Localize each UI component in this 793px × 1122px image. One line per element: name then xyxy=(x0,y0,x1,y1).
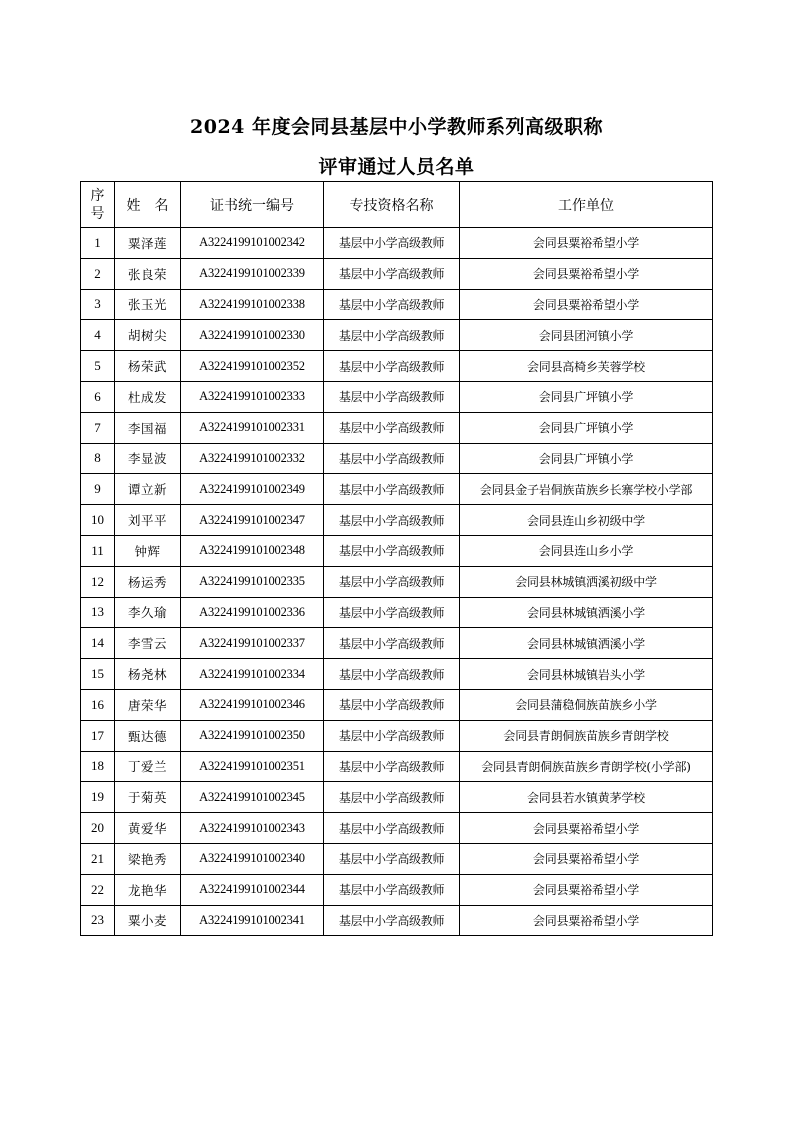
cell-qual: 基层中小学高级教师 xyxy=(324,689,460,720)
cell-qual: 基层中小学高级教师 xyxy=(324,720,460,751)
cell-name: 李显波 xyxy=(115,443,181,474)
table-row xyxy=(81,351,713,382)
cell-unit: 会同县粟裕希望小学 xyxy=(460,258,713,289)
table-row xyxy=(81,659,713,690)
cell-qual: 基层中小学高级教师 xyxy=(324,843,460,874)
cell-name: 于菊英 xyxy=(115,782,181,813)
cell-cert: A3224199101002331 xyxy=(181,412,324,443)
cell-cert: A3224199101002336 xyxy=(181,597,324,628)
cell-qual: 基层中小学高级教师 xyxy=(324,628,460,659)
cell-cert: A3224199101002343 xyxy=(181,813,324,844)
cell-seq: 2 xyxy=(81,258,115,289)
cell-seq: 8 xyxy=(81,443,115,474)
cell-cert: A3224199101002337 xyxy=(181,628,324,659)
table-row xyxy=(81,535,713,566)
header-name: 姓 名 xyxy=(115,182,181,228)
cell-cert: A3224199101002341 xyxy=(181,905,324,936)
table-row xyxy=(81,320,713,351)
header-row xyxy=(81,182,713,228)
table-row xyxy=(81,258,713,289)
roster-table xyxy=(80,181,713,936)
cell-cert: A3224199101002339 xyxy=(181,258,324,289)
table-row xyxy=(81,689,713,720)
cell-unit: 会同县林城镇洒溪小学 xyxy=(460,597,713,628)
cell-seq: 10 xyxy=(81,505,115,536)
cell-qual: 基层中小学高级教师 xyxy=(324,412,460,443)
table-body xyxy=(81,228,713,936)
cell-unit: 会同县粟裕希望小学 xyxy=(460,874,713,905)
cell-qual: 基层中小学高级教师 xyxy=(324,566,460,597)
cell-name: 胡树尖 xyxy=(115,320,181,351)
cell-cert: A3224199101002350 xyxy=(181,720,324,751)
cell-unit: 会同县连山乡初级中学 xyxy=(460,505,713,536)
cell-seq: 16 xyxy=(81,689,115,720)
cell-seq: 21 xyxy=(81,843,115,874)
cell-cert: A3224199101002344 xyxy=(181,874,324,905)
cell-unit: 会同县青朗侗族苗族乡青朗学校(小学部) xyxy=(460,751,713,782)
cell-unit: 会同县广坪镇小学 xyxy=(460,381,713,412)
cell-cert: A3224199101002332 xyxy=(181,443,324,474)
cell-cert: A3224199101002342 xyxy=(181,228,324,259)
cell-cert: A3224199101002340 xyxy=(181,843,324,874)
table-row xyxy=(81,412,713,443)
cell-name: 杨运秀 xyxy=(115,566,181,597)
cell-qual: 基层中小学高级教师 xyxy=(324,381,460,412)
cell-seq: 3 xyxy=(81,289,115,320)
cell-name: 唐荣华 xyxy=(115,689,181,720)
cell-cert: A3224199101002347 xyxy=(181,505,324,536)
table-row xyxy=(81,782,713,813)
cell-qual: 基层中小学高级教师 xyxy=(324,351,460,382)
table-row xyxy=(81,905,713,936)
cell-name: 李久瑜 xyxy=(115,597,181,628)
cell-unit: 会同县广坪镇小学 xyxy=(460,412,713,443)
cell-qual: 基层中小学高级教师 xyxy=(324,874,460,905)
cell-seq: 15 xyxy=(81,659,115,690)
cell-qual: 基层中小学高级教师 xyxy=(324,228,460,259)
header-cert: 证书统一编号 xyxy=(181,182,324,228)
cell-qual: 基层中小学高级教师 xyxy=(324,535,460,566)
table-row xyxy=(81,874,713,905)
cell-cert: A3224199101002334 xyxy=(181,659,324,690)
cell-qual: 基层中小学高级教师 xyxy=(324,320,460,351)
cell-qual: 基层中小学高级教师 xyxy=(324,443,460,474)
cell-qual: 基层中小学高级教师 xyxy=(324,597,460,628)
cell-cert: A3224199101002352 xyxy=(181,351,324,382)
cell-name: 李国福 xyxy=(115,412,181,443)
cell-cert: A3224199101002330 xyxy=(181,320,324,351)
cell-unit: 会同县粟裕希望小学 xyxy=(460,813,713,844)
cell-name: 张良荣 xyxy=(115,258,181,289)
cell-cert: A3224199101002345 xyxy=(181,782,324,813)
cell-unit: 会同县粟裕希望小学 xyxy=(460,289,713,320)
table-row xyxy=(81,228,713,259)
cell-name: 梁艳秀 xyxy=(115,843,181,874)
cell-name: 钟辉 xyxy=(115,535,181,566)
cell-cert: A3224199101002346 xyxy=(181,689,324,720)
cell-unit: 会同县金子岩侗族苗族乡长寨学校小学部 xyxy=(460,474,713,505)
cell-qual: 基层中小学高级教师 xyxy=(324,505,460,536)
cell-qual: 基层中小学高级教师 xyxy=(324,258,460,289)
table-row xyxy=(81,381,713,412)
cell-cert: A3224199101002348 xyxy=(181,535,324,566)
cell-unit: 会同县团河镇小学 xyxy=(460,320,713,351)
table-row xyxy=(81,289,713,320)
cell-seq: 1 xyxy=(81,228,115,259)
cell-unit: 会同县林城镇岩头小学 xyxy=(460,659,713,690)
cell-unit: 会同县粟裕希望小学 xyxy=(460,905,713,936)
cell-name: 李雪云 xyxy=(115,628,181,659)
cell-seq: 18 xyxy=(81,751,115,782)
header-qual: 专技资格名称 xyxy=(324,182,460,228)
cell-seq: 23 xyxy=(81,905,115,936)
table-row xyxy=(81,474,713,505)
table-row xyxy=(81,751,713,782)
cell-seq: 6 xyxy=(81,381,115,412)
table-row xyxy=(81,443,713,474)
cell-seq: 11 xyxy=(81,535,115,566)
cell-seq: 5 xyxy=(81,351,115,382)
cell-seq: 4 xyxy=(81,320,115,351)
table-row xyxy=(81,813,713,844)
cell-seq: 19 xyxy=(81,782,115,813)
cell-unit: 会同县广坪镇小学 xyxy=(460,443,713,474)
document-title-line-1: 2024 年度会同县基层中小学教师系列高级职称 xyxy=(190,116,603,138)
header-unit: 工作单位 xyxy=(460,182,713,228)
cell-name: 黄爱华 xyxy=(115,813,181,844)
cell-seq: 22 xyxy=(81,874,115,905)
cell-qual: 基层中小学高级教师 xyxy=(324,813,460,844)
cell-qual: 基层中小学高级教师 xyxy=(324,751,460,782)
cell-cert: A3224199101002333 xyxy=(181,381,324,412)
cell-name: 谭立新 xyxy=(115,474,181,505)
cell-unit: 会同县林城镇洒溪初级中学 xyxy=(460,566,713,597)
table-row xyxy=(81,597,713,628)
table-row xyxy=(81,628,713,659)
cell-name: 龙艳华 xyxy=(115,874,181,905)
table-row xyxy=(81,843,713,874)
cell-unit: 会同县青朗侗族苗族乡青朗学校 xyxy=(460,720,713,751)
cell-name: 粟泽莲 xyxy=(115,228,181,259)
cell-name: 刘平平 xyxy=(115,505,181,536)
cell-name: 丁爱兰 xyxy=(115,751,181,782)
header-seq-label: 序号 xyxy=(90,187,105,222)
cell-seq: 14 xyxy=(81,628,115,659)
cell-cert: A3224199101002335 xyxy=(181,566,324,597)
cell-unit: 会同县粟裕希望小学 xyxy=(460,843,713,874)
cell-seq: 17 xyxy=(81,720,115,751)
cell-name: 杨尧林 xyxy=(115,659,181,690)
cell-name: 甄达德 xyxy=(115,720,181,751)
cell-unit: 会同县蒲稳侗族苗族乡小学 xyxy=(460,689,713,720)
document-title-line-2: 评审通过人员名单 xyxy=(318,156,475,178)
cell-unit: 会同县林城镇洒溪小学 xyxy=(460,628,713,659)
cell-unit: 会同县粟裕希望小学 xyxy=(460,228,713,259)
cell-cert: A3224199101002349 xyxy=(181,474,324,505)
table-row xyxy=(81,505,713,536)
cell-unit: 会同县若水镇黄茅学校 xyxy=(460,782,713,813)
table-row xyxy=(81,720,713,751)
cell-cert: A3224199101002338 xyxy=(181,289,324,320)
cell-seq: 20 xyxy=(81,813,115,844)
cell-cert: A3224199101002351 xyxy=(181,751,324,782)
cell-qual: 基层中小学高级教师 xyxy=(324,659,460,690)
header-seq xyxy=(81,182,115,228)
table-row xyxy=(81,566,713,597)
cell-qual: 基层中小学高级教师 xyxy=(324,905,460,936)
cell-seq: 9 xyxy=(81,474,115,505)
cell-seq: 7 xyxy=(81,412,115,443)
cell-name: 粟小麦 xyxy=(115,905,181,936)
cell-qual: 基层中小学高级教师 xyxy=(324,474,460,505)
cell-name: 杜成发 xyxy=(115,381,181,412)
cell-unit: 会同县高椅乡芙蓉学校 xyxy=(460,351,713,382)
cell-seq: 13 xyxy=(81,597,115,628)
cell-unit: 会同县连山乡小学 xyxy=(460,535,713,566)
cell-name: 杨荣武 xyxy=(115,351,181,382)
table-header xyxy=(81,182,713,228)
cell-seq: 12 xyxy=(81,566,115,597)
cell-qual: 基层中小学高级教师 xyxy=(324,289,460,320)
cell-qual: 基层中小学高级教师 xyxy=(324,782,460,813)
cell-name: 张玉光 xyxy=(115,289,181,320)
